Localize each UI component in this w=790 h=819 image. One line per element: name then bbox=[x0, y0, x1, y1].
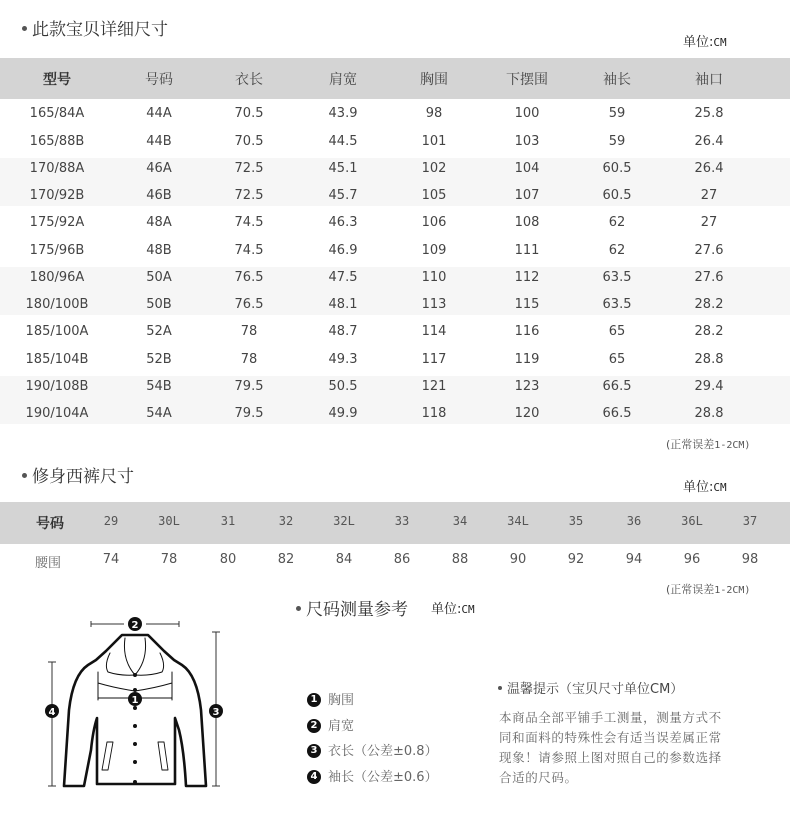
table-cell: 59 bbox=[608, 106, 626, 121]
table-row bbox=[0, 161, 790, 181]
jacket-section-title bbox=[22, 15, 168, 40]
table-row bbox=[0, 243, 790, 263]
column-header: 型号 bbox=[43, 72, 71, 88]
table-cell: 46.9 bbox=[328, 243, 358, 258]
measure-title-text: 尺码测量参考 bbox=[306, 600, 408, 620]
table-cell: 109 bbox=[421, 243, 447, 258]
legend-label: 胸围 bbox=[328, 693, 355, 708]
waist-cell: 84 bbox=[335, 552, 353, 567]
size-header: 29 bbox=[103, 514, 119, 528]
size-header: 32 bbox=[278, 514, 294, 528]
table-cell: 44A bbox=[146, 106, 172, 121]
pants-waist-row bbox=[0, 552, 790, 572]
marker-2-icon bbox=[128, 617, 142, 631]
marker-3-icon bbox=[209, 704, 223, 718]
table-cell: 59 bbox=[608, 134, 626, 149]
table-cell: 111 bbox=[514, 243, 540, 258]
table-cell: 104 bbox=[514, 161, 540, 176]
table-cell: 45.7 bbox=[328, 188, 358, 203]
table-cell: 118 bbox=[421, 406, 447, 421]
table-cell: 165/84A bbox=[29, 106, 85, 121]
table-cell: 50A bbox=[146, 270, 172, 285]
table-cell: 28.2 bbox=[694, 297, 724, 312]
table-cell: 185/104B bbox=[25, 352, 89, 367]
size-header: 34 bbox=[452, 514, 468, 528]
table-cell: 50.5 bbox=[328, 379, 358, 394]
table-cell: 54A bbox=[146, 406, 172, 421]
waist-cell: 74 bbox=[102, 552, 120, 567]
legend-item-chest bbox=[307, 689, 354, 708]
waist-cell: 90 bbox=[509, 552, 527, 567]
waist-cell: 86 bbox=[393, 552, 411, 567]
table-cell: 113 bbox=[421, 297, 447, 312]
table-cell: 165/88B bbox=[29, 134, 85, 149]
table-cell: 60.5 bbox=[602, 188, 632, 203]
table-cell: 28.8 bbox=[694, 406, 724, 421]
table-cell: 185/100A bbox=[25, 324, 89, 339]
svg-text:1: 1 bbox=[131, 695, 139, 706]
table-cell: 28.2 bbox=[694, 324, 724, 339]
button-dots bbox=[133, 673, 137, 784]
svg-text:2: 2 bbox=[131, 620, 139, 631]
table-cell: 49.3 bbox=[328, 352, 358, 367]
unit-label-text: 单位: bbox=[683, 35, 714, 50]
table-cell: 48B bbox=[146, 243, 172, 258]
table-cell: 27 bbox=[700, 188, 718, 203]
table-cell: 25.8 bbox=[694, 106, 724, 121]
pants-title-text: 修身西裤尺寸 bbox=[32, 467, 134, 487]
table-row bbox=[0, 188, 790, 208]
table-cell: 46B bbox=[146, 188, 172, 203]
table-cell: 54B bbox=[146, 379, 172, 394]
waist-cell: 96 bbox=[683, 552, 701, 567]
table-row bbox=[0, 270, 790, 290]
table-cell: 106 bbox=[421, 215, 447, 230]
table-cell: 26.4 bbox=[694, 161, 724, 176]
pants-size-table bbox=[0, 502, 790, 582]
table-cell: 115 bbox=[514, 297, 540, 312]
table-cell: 44.5 bbox=[328, 134, 358, 149]
table-cell: 170/92B bbox=[29, 188, 85, 203]
table-cell: 100 bbox=[514, 106, 540, 121]
table-cell: 48.1 bbox=[328, 297, 358, 312]
tolerance-prefix: (正常误差 bbox=[666, 438, 715, 451]
marker-1-icon bbox=[128, 692, 142, 706]
table-row bbox=[0, 379, 790, 399]
table-cell: 123 bbox=[514, 379, 540, 394]
waist-row-label: 腰围 bbox=[34, 556, 62, 571]
table-cell: 79.5 bbox=[234, 379, 264, 394]
table-cell: 74.5 bbox=[234, 243, 264, 258]
table-cell: 66.5 bbox=[602, 406, 632, 421]
table-cell: 44B bbox=[146, 134, 172, 149]
jacket-size-table bbox=[0, 58, 790, 424]
table-row bbox=[0, 352, 790, 372]
bullet-icon bbox=[22, 473, 27, 478]
jacket-title-text: 此款宝贝详细尺寸 bbox=[32, 20, 168, 40]
table-cell: 62 bbox=[608, 243, 626, 258]
table-cell: 28.8 bbox=[694, 352, 724, 367]
bullet-icon bbox=[296, 606, 301, 611]
waist-cell: 78 bbox=[160, 552, 178, 567]
jacket-tolerance-note bbox=[666, 436, 750, 452]
waist-cell: 80 bbox=[219, 552, 237, 567]
table-cell: 112 bbox=[514, 270, 540, 285]
column-header: 号码 bbox=[145, 72, 173, 88]
table-cell: 27 bbox=[700, 215, 718, 230]
table-cell: 63.5 bbox=[602, 297, 632, 312]
table-cell: 76.5 bbox=[234, 270, 264, 285]
table-cell: 98 bbox=[425, 106, 443, 121]
table-cell: 74.5 bbox=[234, 215, 264, 230]
table-row bbox=[0, 324, 790, 344]
legend-item-length bbox=[307, 740, 438, 759]
table-cell: 65 bbox=[608, 324, 626, 339]
unit-value-text: CM bbox=[461, 603, 475, 616]
column-header: 肩宽 bbox=[329, 72, 357, 88]
waist-cell: 92 bbox=[567, 552, 585, 567]
table-cell: 66.5 bbox=[602, 379, 632, 394]
table-cell: 180/100B bbox=[25, 297, 89, 312]
svg-text:3: 3 bbox=[212, 707, 220, 718]
table-cell: 50B bbox=[146, 297, 172, 312]
column-header: 袖口 bbox=[695, 72, 723, 88]
tolerance-prefix: (正常误差 bbox=[666, 583, 715, 596]
table-cell: 108 bbox=[514, 215, 540, 230]
table-cell: 78 bbox=[240, 324, 258, 339]
table-cell: 119 bbox=[514, 352, 540, 367]
table-row bbox=[0, 406, 790, 426]
legend-label: 肩宽 bbox=[328, 719, 355, 734]
table-cell: 110 bbox=[421, 270, 447, 285]
table-cell: 29.4 bbox=[694, 379, 724, 394]
table-cell: 190/108B bbox=[25, 379, 89, 394]
table-cell: 121 bbox=[421, 379, 447, 394]
table-cell: 72.5 bbox=[234, 188, 264, 203]
table-cell: 175/96B bbox=[29, 243, 85, 258]
size-header: 36 bbox=[626, 514, 642, 528]
size-header: 36L bbox=[681, 514, 703, 528]
waist-cell: 98 bbox=[741, 552, 759, 567]
size-header: 37 bbox=[742, 514, 758, 528]
table-cell: 78 bbox=[240, 352, 258, 367]
table-row bbox=[0, 134, 790, 154]
column-header: 袖长 bbox=[603, 72, 631, 88]
tip-body: 本商品全部平铺手工测量，测量方式不同和面料的特殊性会有适当误差属正常现象！请参照上图对照自己的参数选择合适的尺码。 bbox=[499, 710, 722, 785]
size-header: 33 bbox=[394, 514, 410, 528]
table-cell: 46.3 bbox=[328, 215, 358, 230]
number-badge-icon: 2 bbox=[307, 719, 321, 733]
table-cell: 79.5 bbox=[234, 406, 264, 421]
table-cell: 49.9 bbox=[328, 406, 358, 421]
pants-section-title bbox=[22, 462, 134, 487]
pants-header-label: 号码 bbox=[36, 516, 64, 532]
table-row bbox=[0, 215, 790, 235]
table-cell: 52B bbox=[146, 352, 172, 367]
legend-item-sleeve bbox=[307, 766, 438, 785]
number-badge-icon: 1 bbox=[307, 693, 321, 707]
waist-cell: 82 bbox=[277, 552, 295, 567]
number-badge-icon: 4 bbox=[307, 770, 321, 784]
table-row bbox=[0, 106, 790, 126]
table-cell: 105 bbox=[421, 188, 447, 203]
table-cell: 27.6 bbox=[694, 243, 724, 258]
table-cell: 170/88A bbox=[29, 161, 85, 176]
size-header: 35 bbox=[568, 514, 584, 528]
marker-4-icon bbox=[45, 704, 59, 718]
unit-value-text: CM bbox=[713, 481, 727, 494]
jacket-table-header bbox=[0, 58, 790, 99]
pants-tolerance-note bbox=[666, 581, 750, 597]
waist-cell: 94 bbox=[625, 552, 643, 567]
size-header: 34L bbox=[507, 514, 529, 528]
table-cell: 65 bbox=[608, 352, 626, 367]
jacket-measurement-diagram bbox=[0, 590, 260, 819]
tip-title-text: 温馨提示（宝贝尺寸单位CM） bbox=[507, 682, 684, 697]
table-cell: 46A bbox=[146, 161, 172, 176]
table-cell: 114 bbox=[421, 324, 447, 339]
table-cell: 45.1 bbox=[328, 161, 358, 176]
table-cell: 70.5 bbox=[234, 106, 264, 121]
table-cell: 180/96A bbox=[29, 270, 85, 285]
pants-unit-label bbox=[683, 476, 727, 495]
unit-label-text: 单位: bbox=[431, 602, 462, 617]
measure-section-title bbox=[296, 595, 408, 620]
table-cell: 76.5 bbox=[234, 297, 264, 312]
table-cell: 48A bbox=[146, 215, 172, 230]
unit-label-text: 单位: bbox=[683, 480, 714, 495]
table-cell: 43.9 bbox=[328, 106, 358, 121]
jacket-unit-label bbox=[683, 31, 727, 50]
size-header: 30L bbox=[158, 514, 180, 528]
svg-text:4: 4 bbox=[48, 707, 56, 718]
table-cell: 101 bbox=[421, 134, 447, 149]
legend-label: 袖长（公差±0.6） bbox=[328, 770, 438, 785]
pants-table-header bbox=[0, 502, 790, 544]
column-header: 胸围 bbox=[420, 72, 448, 88]
table-row bbox=[0, 297, 790, 317]
bullet-icon bbox=[22, 26, 27, 31]
table-cell: 60.5 bbox=[602, 161, 632, 176]
column-header: 下摆围 bbox=[506, 72, 548, 88]
number-badge-icon: 3 bbox=[307, 744, 321, 758]
tolerance-value: 1-2CM) bbox=[714, 440, 751, 451]
table-cell: 47.5 bbox=[328, 270, 358, 285]
size-header: 31 bbox=[220, 514, 236, 528]
table-cell: 63.5 bbox=[602, 270, 632, 285]
table-cell: 26.4 bbox=[694, 134, 724, 149]
waist-cell: 88 bbox=[451, 552, 469, 567]
table-cell: 117 bbox=[421, 352, 447, 367]
table-cell: 175/92A bbox=[29, 215, 85, 230]
legend-label: 衣长（公差±0.8） bbox=[328, 744, 438, 759]
table-cell: 107 bbox=[514, 188, 540, 203]
unit-value-text: CM bbox=[713, 36, 727, 49]
tip-title bbox=[498, 678, 683, 697]
tolerance-value: 1-2CM) bbox=[714, 585, 751, 596]
legend-item-shoulder bbox=[307, 715, 354, 734]
table-cell: 103 bbox=[514, 134, 540, 149]
table-cell: 52A bbox=[146, 324, 172, 339]
column-header: 衣长 bbox=[235, 72, 263, 88]
table-cell: 120 bbox=[514, 406, 540, 421]
table-cell: 48.7 bbox=[328, 324, 358, 339]
bullet-icon bbox=[498, 686, 502, 690]
table-cell: 70.5 bbox=[234, 134, 264, 149]
table-cell: 72.5 bbox=[234, 161, 264, 176]
measure-unit-label bbox=[431, 598, 475, 617]
table-cell: 102 bbox=[421, 161, 447, 176]
table-cell: 62 bbox=[608, 215, 626, 230]
table-cell: 116 bbox=[514, 324, 540, 339]
size-header: 32L bbox=[333, 514, 355, 528]
table-cell: 27.6 bbox=[694, 270, 724, 285]
table-cell: 190/104A bbox=[25, 406, 89, 421]
